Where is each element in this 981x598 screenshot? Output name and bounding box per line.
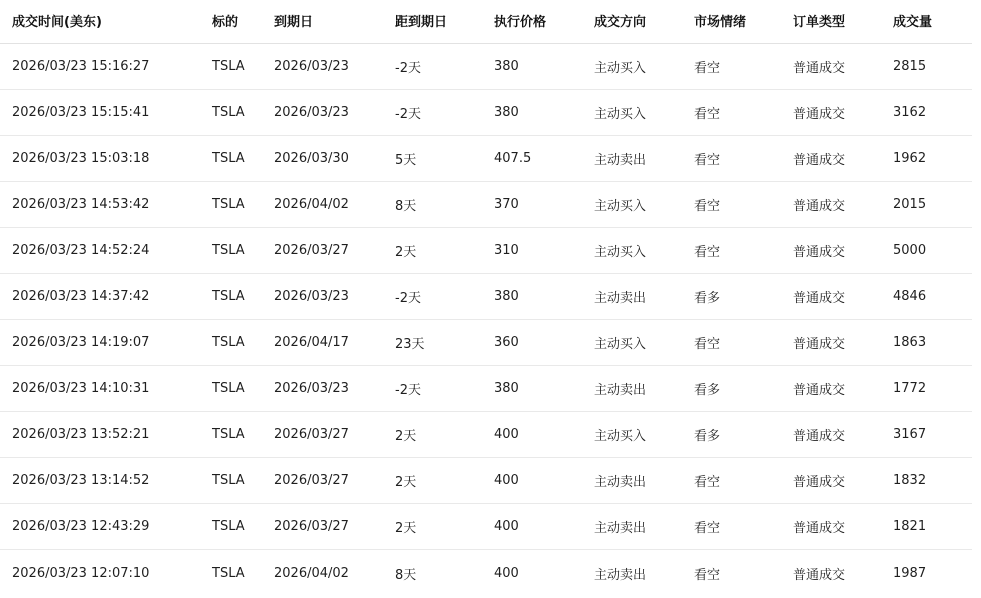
days-to-expiry-cell: -2天 bbox=[395, 291, 421, 306]
trade-time-cell: 2026/03/23 13:52:21 bbox=[12, 427, 150, 442]
column-header-volume[interactable]: 成交量 bbox=[893, 15, 933, 30]
table-row[interactable] bbox=[0, 90, 972, 136]
expiry-date-cell: 2026/04/02 bbox=[274, 197, 349, 212]
market-sentiment-cell: 看空 bbox=[694, 107, 721, 122]
days-to-expiry-cell: 23天 bbox=[395, 337, 425, 352]
volume-cell: 3162 bbox=[893, 105, 927, 120]
expiry-date-cell: 2026/03/23 bbox=[274, 105, 349, 120]
trade-time-cell: 2026/03/23 15:03:18 bbox=[12, 151, 150, 166]
table-row[interactable] bbox=[0, 366, 972, 412]
volume-cell: 1863 bbox=[893, 335, 927, 350]
table-row[interactable] bbox=[0, 412, 972, 458]
volume-cell: 1772 bbox=[893, 381, 927, 396]
expiry-date-cell: 2026/03/23 bbox=[274, 59, 349, 74]
underlying-cell: TSLA bbox=[212, 59, 245, 74]
strike-price-cell: 400 bbox=[494, 519, 519, 534]
market-sentiment-cell: 看空 bbox=[694, 245, 721, 260]
volume-cell: 5000 bbox=[893, 243, 927, 258]
order-type-cell: 普通成交 bbox=[793, 383, 846, 398]
underlying-cell: TSLA bbox=[212, 243, 245, 258]
days-to-expiry-cell: -2天 bbox=[395, 107, 421, 122]
market-sentiment-cell: 看空 bbox=[694, 567, 721, 583]
trade-direction-cell: 主动卖出 bbox=[594, 153, 647, 168]
table-row[interactable] bbox=[0, 550, 972, 596]
volume-cell: 1821 bbox=[893, 519, 927, 534]
expiry-date-cell: 2026/04/02 bbox=[274, 565, 349, 581]
strike-price-cell: 380 bbox=[494, 105, 519, 120]
order-type-cell: 普通成交 bbox=[793, 521, 846, 536]
volume-cell: 2015 bbox=[893, 197, 927, 212]
days-to-expiry-cell: -2天 bbox=[395, 61, 421, 76]
order-type-cell: 普通成交 bbox=[793, 291, 846, 306]
market-sentiment-cell: 看空 bbox=[694, 475, 721, 490]
underlying-cell: TSLA bbox=[212, 427, 245, 442]
trade-time-cell: 2026/03/23 12:43:29 bbox=[12, 519, 150, 534]
days-to-expiry-cell: 8天 bbox=[395, 199, 417, 214]
underlying-cell: TSLA bbox=[212, 565, 245, 581]
volume-cell: 1987 bbox=[893, 565, 927, 581]
table-row[interactable] bbox=[0, 458, 972, 504]
trade-direction-cell: 主动买入 bbox=[594, 199, 647, 214]
trade-time-cell: 2026/03/23 12:07:10 bbox=[12, 565, 150, 581]
order-type-cell: 普通成交 bbox=[793, 429, 846, 444]
volume-cell: 1962 bbox=[893, 151, 927, 166]
order-type-cell: 普通成交 bbox=[793, 199, 846, 214]
column-header-underlying[interactable]: 标的 bbox=[212, 15, 239, 30]
trade-direction-cell: 主动买入 bbox=[594, 245, 647, 260]
trade-time-cell: 2026/03/23 14:10:31 bbox=[12, 381, 150, 396]
underlying-cell: TSLA bbox=[212, 381, 245, 396]
column-header-strike-price[interactable]: 执行价格 bbox=[494, 15, 547, 30]
market-sentiment-cell: 看多 bbox=[694, 291, 721, 306]
expiry-date-cell: 2026/03/27 bbox=[274, 473, 349, 488]
table-body bbox=[0, 44, 972, 596]
underlying-cell: TSLA bbox=[212, 197, 245, 212]
trade-direction-cell: 主动卖出 bbox=[594, 475, 647, 490]
underlying-cell: TSLA bbox=[212, 289, 245, 304]
trade-direction-cell: 主动买入 bbox=[594, 429, 647, 444]
table-row[interactable] bbox=[0, 320, 972, 366]
table-header bbox=[0, 0, 972, 44]
strike-price-cell: 380 bbox=[494, 381, 519, 396]
market-sentiment-cell: 看空 bbox=[694, 337, 721, 352]
trade-direction-cell: 主动卖出 bbox=[594, 567, 647, 583]
table-row[interactable] bbox=[0, 504, 972, 550]
expiry-date-cell: 2026/03/27 bbox=[274, 243, 349, 258]
table-row[interactable] bbox=[0, 136, 972, 182]
order-type-cell: 普通成交 bbox=[793, 153, 846, 168]
trade-direction-cell: 主动卖出 bbox=[594, 291, 647, 306]
column-header-expiry-date[interactable]: 到期日 bbox=[274, 15, 314, 30]
expiry-date-cell: 2026/03/23 bbox=[274, 289, 349, 304]
trade-time-cell: 2026/03/23 14:52:24 bbox=[12, 243, 150, 258]
market-sentiment-cell: 看空 bbox=[694, 199, 721, 214]
trade-time-cell: 2026/03/23 14:19:07 bbox=[12, 335, 150, 350]
strike-price-cell: 400 bbox=[494, 427, 519, 442]
days-to-expiry-cell: 2天 bbox=[395, 429, 417, 444]
column-header-trade-direction[interactable]: 成交方向 bbox=[594, 15, 647, 30]
strike-price-cell: 380 bbox=[494, 289, 519, 304]
underlying-cell: TSLA bbox=[212, 335, 245, 350]
volume-cell: 3167 bbox=[893, 427, 927, 442]
order-type-cell: 普通成交 bbox=[793, 61, 846, 76]
table-row[interactable] bbox=[0, 274, 972, 320]
trade-direction-cell: 主动买入 bbox=[594, 107, 647, 122]
days-to-expiry-cell: 2天 bbox=[395, 475, 417, 490]
expiry-date-cell: 2026/03/27 bbox=[274, 427, 349, 442]
table-row[interactable] bbox=[0, 44, 972, 90]
order-type-cell: 普通成交 bbox=[793, 245, 846, 260]
column-header-trade-time[interactable]: 成交时间(美东) bbox=[12, 15, 102, 30]
volume-cell: 1832 bbox=[893, 473, 927, 488]
column-header-market-sentiment[interactable]: 市场情绪 bbox=[694, 15, 747, 30]
market-sentiment-cell: 看多 bbox=[694, 383, 721, 398]
days-to-expiry-cell: -2天 bbox=[395, 383, 421, 398]
volume-cell: 4846 bbox=[893, 289, 927, 304]
trade-direction-cell: 主动卖出 bbox=[594, 521, 647, 536]
trade-time-cell: 2026/03/23 15:15:41 bbox=[12, 105, 150, 120]
expiry-date-cell: 2026/03/23 bbox=[274, 381, 349, 396]
order-type-cell: 普通成交 bbox=[793, 567, 846, 583]
strike-price-cell: 360 bbox=[494, 335, 519, 350]
strike-price-cell: 370 bbox=[494, 197, 519, 212]
table-row[interactable] bbox=[0, 182, 972, 228]
table-row[interactable] bbox=[0, 228, 972, 274]
strike-price-cell: 400 bbox=[494, 473, 519, 488]
market-sentiment-cell: 看空 bbox=[694, 61, 721, 76]
trade-direction-cell: 主动买入 bbox=[594, 337, 647, 352]
strike-price-cell: 400 bbox=[494, 565, 519, 581]
expiry-date-cell: 2026/03/30 bbox=[274, 151, 349, 166]
trade-direction-cell: 主动买入 bbox=[594, 61, 647, 76]
strike-price-cell: 310 bbox=[494, 243, 519, 258]
strike-price-cell: 407.5 bbox=[494, 151, 532, 166]
expiry-date-cell: 2026/03/27 bbox=[274, 519, 349, 534]
strike-price-cell: 380 bbox=[494, 59, 519, 74]
underlying-cell: TSLA bbox=[212, 105, 245, 120]
trade-direction-cell: 主动卖出 bbox=[594, 383, 647, 398]
underlying-cell: TSLA bbox=[212, 473, 245, 488]
days-to-expiry-cell: 5天 bbox=[395, 153, 417, 168]
market-sentiment-cell: 看空 bbox=[694, 153, 721, 168]
days-to-expiry-cell: 2天 bbox=[395, 521, 417, 536]
trade-time-cell: 2026/03/23 15:16:27 bbox=[12, 59, 150, 74]
column-header-order-type[interactable]: 订单类型 bbox=[793, 15, 846, 30]
order-type-cell: 普通成交 bbox=[793, 475, 846, 490]
volume-cell: 2815 bbox=[893, 59, 927, 74]
trade-time-cell: 2026/03/23 13:14:52 bbox=[12, 473, 150, 488]
trade-time-cell: 2026/03/23 14:53:42 bbox=[12, 197, 150, 212]
market-sentiment-cell: 看多 bbox=[694, 429, 721, 444]
days-to-expiry-cell: 2天 bbox=[395, 245, 417, 260]
underlying-cell: TSLA bbox=[212, 519, 245, 534]
trade-time-cell: 2026/03/23 14:37:42 bbox=[12, 289, 150, 304]
underlying-cell: TSLA bbox=[212, 151, 245, 166]
market-sentiment-cell: 看空 bbox=[694, 521, 721, 536]
days-to-expiry-cell: 8天 bbox=[395, 567, 417, 583]
column-header-days-to-expiry[interactable]: 距到期日 bbox=[395, 15, 448, 30]
order-type-cell: 普通成交 bbox=[793, 107, 846, 122]
order-type-cell: 普通成交 bbox=[793, 337, 846, 352]
expiry-date-cell: 2026/04/17 bbox=[274, 335, 349, 350]
